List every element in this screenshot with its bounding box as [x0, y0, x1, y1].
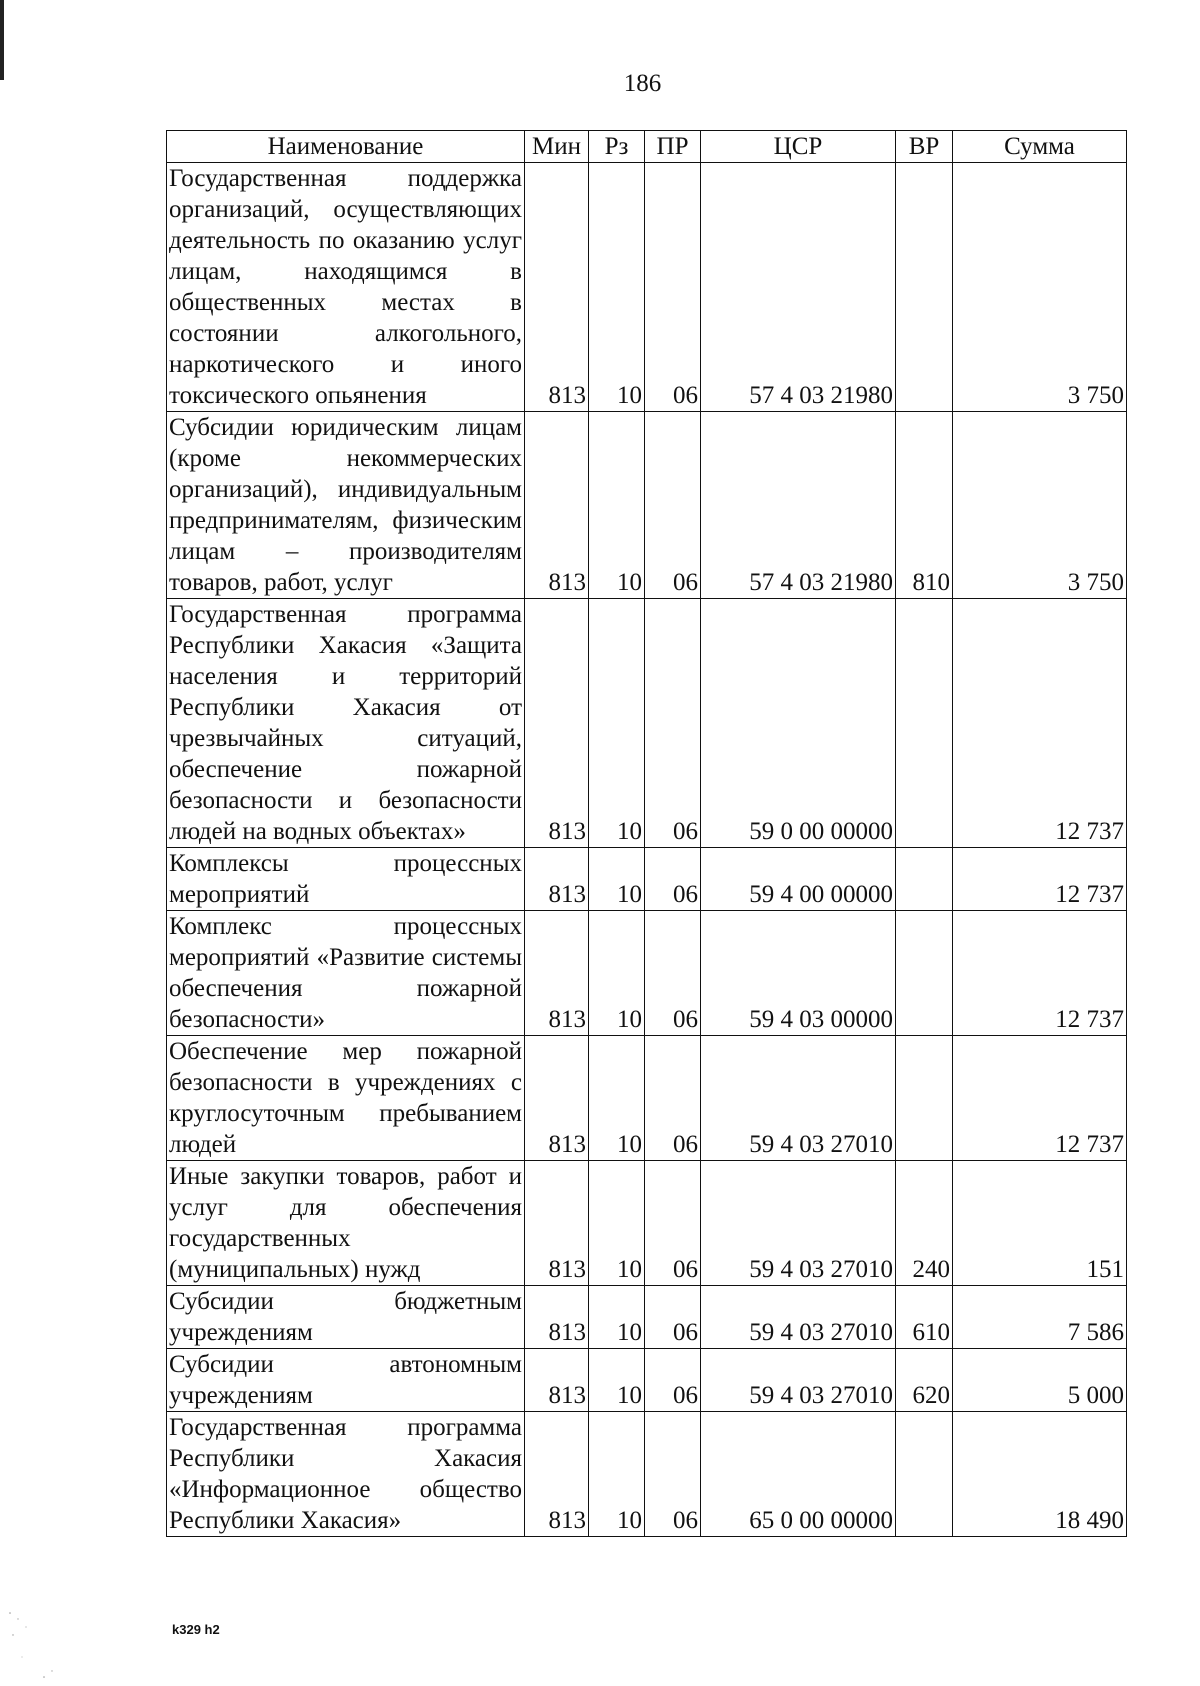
- header-rz: Рз: [589, 131, 645, 163]
- header-min: Мин: [525, 131, 589, 163]
- table-row: [167, 1161, 1127, 1286]
- cell-rz: 10: [589, 1349, 645, 1412]
- cell-vr: 810: [896, 412, 953, 599]
- cell-min: 813: [525, 911, 589, 1036]
- cell-name: Государственная поддержка организаций, осуществляющих деятельность по оказанию услуг лицам, находящимся в общественных местах в состоянии алкогольного, наркотического и иного токсического опьянения: [167, 163, 525, 412]
- cell-csr: 57 4 03 21980: [701, 412, 896, 599]
- cell-pr: 06: [645, 911, 701, 1036]
- cell-rz: 10: [589, 1161, 645, 1286]
- cell-rz: 10: [589, 1412, 645, 1537]
- cell-name: Комплексы процессных мероприятий: [167, 848, 525, 911]
- cell-sum: 12 737: [953, 911, 1127, 1036]
- cell-pr: 06: [645, 1036, 701, 1161]
- cell-min: 813: [525, 848, 589, 911]
- cell-pr: 06: [645, 1412, 701, 1537]
- cell-rz: 10: [589, 163, 645, 412]
- table-row: [167, 599, 1127, 848]
- cell-sum: 12 737: [953, 599, 1127, 848]
- cell-pr: 06: [645, 163, 701, 412]
- cell-vr: [896, 911, 953, 1036]
- cell-vr: 240: [896, 1161, 953, 1286]
- cell-pr: 06: [645, 1349, 701, 1412]
- cell-name: Комплекс процессных мероприятий «Развитие системы обеспечения пожарной безопасности»: [167, 911, 525, 1036]
- cell-min: 813: [525, 1286, 589, 1349]
- cell-sum: 3 750: [953, 163, 1127, 412]
- cell-rz: 10: [589, 1286, 645, 1349]
- cell-name: Государственная программа Республики Хакасия «Информационное общество Республики Хакасия»: [167, 1412, 525, 1537]
- cell-csr: 59 0 00 00000: [701, 599, 896, 848]
- cell-pr: 06: [645, 1286, 701, 1349]
- scan-noise-specks: [4, 1605, 64, 1685]
- header-vr: ВР: [896, 131, 953, 163]
- table-row: [167, 412, 1127, 599]
- cell-min: 813: [525, 1349, 589, 1412]
- cell-name: Иные закупки товаров, работ и услуг для обеспечения государственных (муниципальных) нужд: [167, 1161, 525, 1286]
- table-row: [167, 1412, 1127, 1537]
- header-sum: Сумма: [953, 131, 1127, 163]
- header-pr: ПР: [645, 131, 701, 163]
- cell-pr: 06: [645, 412, 701, 599]
- cell-vr: 620: [896, 1349, 953, 1412]
- header-csr: ЦСР: [701, 131, 896, 163]
- cell-rz: 10: [589, 599, 645, 848]
- cell-vr: [896, 163, 953, 412]
- table-row: [167, 848, 1127, 911]
- cell-sum: 12 737: [953, 1036, 1127, 1161]
- cell-rz: 10: [589, 1036, 645, 1161]
- cell-name: Субсидии автономным учреждениям: [167, 1349, 525, 1412]
- cell-name: Субсидии юридическим лицам (кроме некоммерческих организаций), индивидуальным предпринимателям, физическим лицам – производителям товаров, работ, услуг: [167, 412, 525, 599]
- cell-rz: 10: [589, 412, 645, 599]
- cell-min: 813: [525, 412, 589, 599]
- cell-vr: [896, 1036, 953, 1161]
- table-row: [167, 1286, 1127, 1349]
- cell-rz: 10: [589, 848, 645, 911]
- table-header-row: [167, 131, 1127, 163]
- cell-csr: 59 4 03 27010: [701, 1349, 896, 1412]
- cell-pr: 06: [645, 848, 701, 911]
- table-row: [167, 911, 1127, 1036]
- page-number: 186: [623, 70, 662, 97]
- cell-vr: 610: [896, 1286, 953, 1349]
- cell-csr: 57 4 03 21980: [701, 163, 896, 412]
- cell-sum: 12 737: [953, 848, 1127, 911]
- table-row: [167, 1349, 1127, 1412]
- cell-vr: [896, 599, 953, 848]
- table-row: [167, 163, 1127, 412]
- cell-sum: 7 586: [953, 1286, 1127, 1349]
- footer-code: k329 h2: [172, 1622, 220, 1637]
- cell-min: 813: [525, 163, 589, 412]
- cell-pr: 06: [645, 1161, 701, 1286]
- cell-min: 813: [525, 599, 589, 848]
- cell-csr: 59 4 03 27010: [701, 1286, 896, 1349]
- cell-min: 813: [525, 1036, 589, 1161]
- cell-name: Субсидии бюджетным учреждениям: [167, 1286, 525, 1349]
- cell-name: Обеспечение мер пожарной безопасности в учреждениях с круглосуточным пребыванием людей: [167, 1036, 525, 1161]
- cell-sum: 3 750: [953, 412, 1127, 599]
- budget-table: [166, 130, 1127, 1537]
- cell-vr: [896, 1412, 953, 1537]
- header-name: Наименование: [167, 131, 525, 163]
- table-row: [167, 1036, 1127, 1161]
- cell-csr: 59 4 03 00000: [701, 911, 896, 1036]
- scan-edge-mark: [0, 0, 4, 80]
- cell-vr: [896, 848, 953, 911]
- cell-sum: 151: [953, 1161, 1127, 1286]
- cell-pr: 06: [645, 599, 701, 848]
- cell-sum: 5 000: [953, 1349, 1127, 1412]
- cell-name: Государственная программа Республики Хакасия «Защита населения и территорий Республики Хакасия от чрезвычайных ситуаций, обеспечение пожарной безопасности и безопасности людей на водных объектах»: [167, 599, 525, 848]
- cell-csr: 59 4 03 27010: [701, 1161, 896, 1286]
- cell-csr: 65 0 00 00000: [701, 1412, 896, 1537]
- cell-rz: 10: [589, 911, 645, 1036]
- cell-csr: 59 4 00 00000: [701, 848, 896, 911]
- cell-min: 813: [525, 1412, 589, 1537]
- cell-csr: 59 4 03 27010: [701, 1036, 896, 1161]
- cell-min: 813: [525, 1161, 589, 1286]
- cell-sum: 18 490: [953, 1412, 1127, 1537]
